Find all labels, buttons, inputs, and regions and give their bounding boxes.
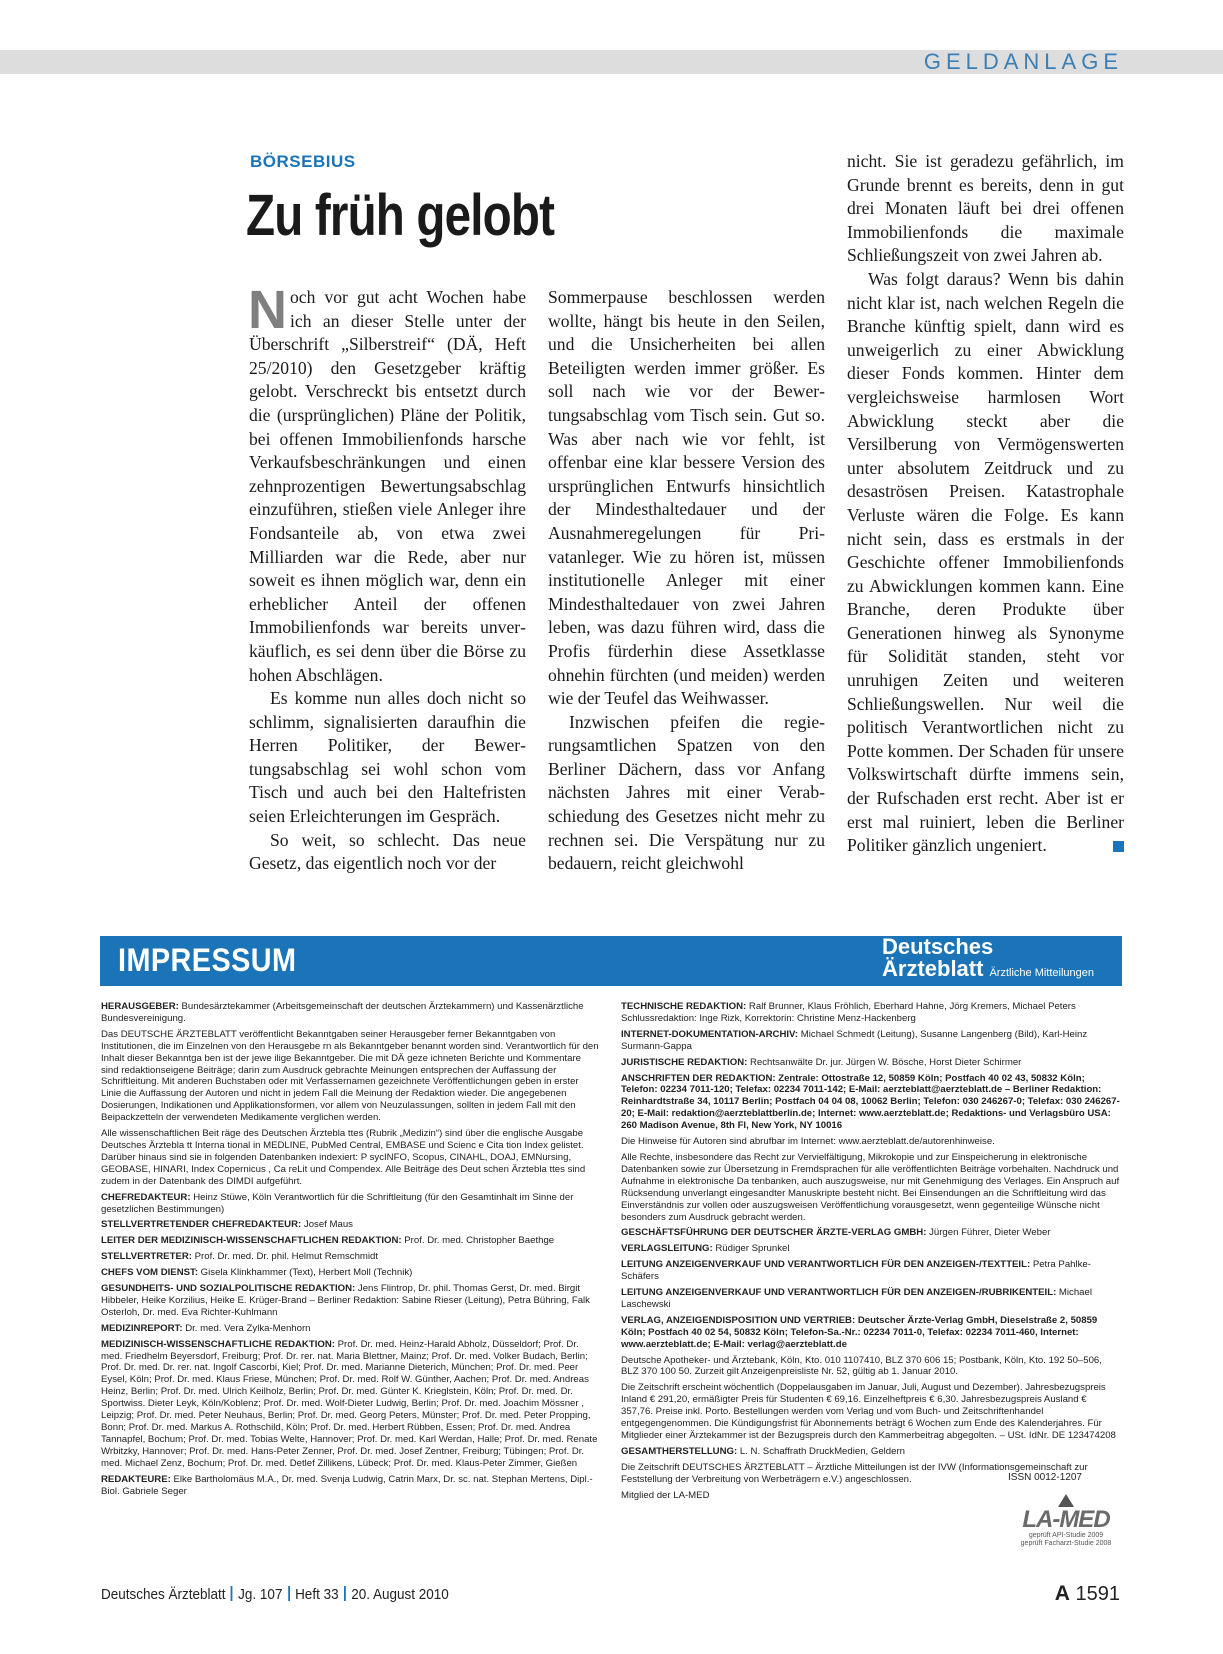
impressum-heading: REDAKTEURE: — [101, 1473, 171, 1485]
footer-divider — [231, 1586, 233, 1601]
impressum-heading: VERLAG, ANZEIGENDISPOSITION UND VERTRIEB: Deutscher Ärzte-Verlag GmbH, Dieselstraße 2, 50859 Köln; Postfach 40 02 54, 50832 Köln; Telefon-Sa.-Nr.: 02234 7011-0, Telefax: 02234 7011-460, Internet: www.aerzteblatt.de; E-Mail: verlag@aerzteblatt.de — [621, 1314, 1098, 1350]
article-column-3 — [847, 150, 1124, 858]
impressum-heading: LEITER DER MEDIZINISCH-WISSENSCHAFTLICHEN REDAKTION: — [101, 1235, 402, 1247]
paragraph: So weit, so schlecht. Das neue Gesetz, das eigentlich noch vor der — [249, 829, 526, 874]
impressum-text: Elke Bartholomäus M.A., Dr. med. Svenja Ludwig, Catrin Marx, Dr. sc. nat. Stephan Mertens, Dipl.-Biol. Gabriele Seger — [101, 1473, 593, 1497]
impressum-text: Rüdiger Sprunkel — [712, 1243, 790, 1255]
impressum-block — [621, 1243, 1121, 1255]
impressum-text: Das DEUTSCHE ÄRZTEBLATT veröffentlicht Bekanntgaben seiner Herausgeber ferner Bekanntgaben von Institutionen, die im Einzelnen von den Herausgebe rn als Bekanntgeber benannt worden sind. Verantwortlich für den Inhalt dieser Bekanntga ben ist der jewe ilige Bekanntgeber. Die mit DÄ geze ichneten Berichte und Kommentare sind redaktionseigene Beiträge; darin zum Ausdruck gebrachte Meinungen entsprechen der Auffassung der Schriftleitung. Mit anderen Buchstaben oder mit Verfassernamen gezeichnete Veröffentlichungen geben in erster Linie die Auffassung der Autoren und nicht in jedem Fall die Meinung der Redaktion wieder. Die angegebenen Dosierungen, Indikationen und Applikationsformen, vor allem von Neuzulassungen, sollten in jedem Fall mit den Beipackzetteln der verwendeten Medikamente verglichen werden. — [101, 1028, 599, 1124]
impressum-heading: GESAMTHERSTELLUNG: — [621, 1445, 738, 1457]
impressum-heading: VERLAGSLEITUNG: — [621, 1243, 713, 1255]
paragraph — [248, 280, 526, 687]
impressum-block — [101, 1267, 601, 1279]
impressum-heading: CHEFS VOM DIENST: — [101, 1267, 199, 1279]
impressum-heading: JURISTISCHE REDAKTION: — [621, 1056, 748, 1068]
impressum-block — [621, 1029, 1121, 1053]
impressum-text: Prof. Dr. med. Christopher Baethge — [401, 1235, 555, 1247]
paragraph: Es komme nun alles doch nicht so schlimm, signalisierten daraufhin die Herren Politiker, der Bewertungsabschlag sei wohl schon vom Tisch und auch bei den Haltefristen seien Erleichterungen im Gespräch. — [249, 688, 526, 827]
page-footer — [101, 1586, 449, 1603]
article-column-2 — [548, 286, 825, 876]
la-med-line-2: geprüft Facharzt-Studie 2008 — [1020, 1540, 1112, 1547]
footer-volume: Jg. 107 — [238, 1586, 283, 1603]
impressum-block — [101, 1283, 601, 1319]
impressum-text: Rechtsanwälte Dr. jur. Jürgen W. Bösche, Horst Dieter Schirmer — [747, 1056, 1022, 1068]
impressum-block — [101, 1029, 601, 1124]
footer-divider — [344, 1586, 346, 1601]
la-med-logo — [1010, 1494, 1122, 1548]
paragraph-text: Was folgt daraus? Wenn bis dahin nicht klar ist, nach welchen Regeln die Branche künftig spielt, dann wird es unweigerlich zu einer Abwicklung dieser Fonds kommen. Hinter dem vergleichsweise harmlosen Wort Abwicklung steckt aber die Versilberung von Vermögenswerten unter absolutem Zeitdruck und zu desaströsen Preisen. Katastrophale Verluste wären die Folge. Es kann nicht sein, dass es erstmals in der Geschichte offener Immobilienfonds zu Abwicklungen kommen kann. Eine Branche, deren Produkte über Generationen hinweg als Synonyme für Solidität standen, steht vor unruhigen Zeiten und weiteren Schließungswellen. Nur weil die politisch Verantwortlichen nicht zu Potte kommen. Der Schaden für unsere Volkswirtschaft dürfte immens sein, der Rufschaden erst recht. Aber ist er erst mal ruiniert, leben die Berliner Politiker gänzlich ungeniert. — [847, 268, 1124, 856]
impressum-text: Gisela Klinkhammer (Text), Herbert Moll (Technik) — [198, 1267, 413, 1279]
impressum-heading: LEITUNG ANZEIGENVERKAUF UND VERANTWORTLICH FÜR DEN ANZEIGEN-/RUBRIKENTEIL: — [621, 1287, 1057, 1299]
paragraph: nicht. Sie ist geradezu gefährlich, im Grunde brennt es bereits, denn in gut drei Monaten läuft bei drei offenen Immobilienfonds die maximale Schließungszeit von zwei Jahren ab. — [847, 151, 1124, 266]
impressum-text: Petra Pahlke-Schäfers — [621, 1259, 1091, 1283]
footer-date: 20. August 2010 — [351, 1586, 449, 1603]
dropcap: N — [248, 280, 287, 340]
impressum-block — [621, 1259, 1121, 1283]
impressum-block — [621, 1073, 1121, 1133]
impressum-text: Die Zeitschrift erscheint wöchentlich (Doppelausgaben im Januar, Juli, August und Dezember). Jahresbezugspreis Inland € 291,20, ermäßigter Preis für Studenten € 69,16. Einzelheftpreis € 6,30. Jahresbezugspreis Ausland € 357,76. Preise inkl. Porto. Bestellungen werden vom Verlag und vom Buch- und Zeitschriftenhandel entgegengenommen. Die Kündigungsfrist für Abonnements beträgt 6 Wochen zum Ende des Kalenderjahres. Für Mitglieder einer Ärztekammer ist der Bezugspreis durch den Kammerbeitrag abgegolten. – USt. IdNr. DE 123474208 — [621, 1382, 1116, 1441]
article-column-1 — [248, 280, 526, 876]
impressum-block — [621, 1057, 1121, 1069]
footer-divider — [288, 1586, 290, 1601]
logo-line-1: Deutsches — [882, 934, 994, 959]
section-label: GELDANLAGE — [923, 49, 1123, 74]
paragraph: Sommerpause beschlossen werden wollte, hängt bis heute in den Seilen, und die Unsicherheiten bei allen Beteiligten werden immer größer. Es soll nach wie vor der Bewertungsabschlag vom Tisch sein. Gut so. Was aber nach wie vor fehlt, ist offenbar eine klar bessere Version des ursprünglichen Entwurfs hinsichtlich der Mindesthaltedauer und der Ausnahmeregelungen für Privatanleger. Wie zu hören ist, müssen institutionelle Anleger mit einer Mindesthaltedauer von zwei Jahren leben, was dazu führen wird, dass die Profis fürderhin diese Assetklasse ohnehin fürchten (und meiden) werden wie der Teufel das Weihwasser. — [548, 287, 825, 709]
impressum-heading: CHEFREDAKTEUR: — [101, 1191, 191, 1203]
footer-journal: Deutsches Ärzteblatt — [101, 1586, 226, 1603]
impressum-block — [101, 1339, 601, 1470]
impressum-block — [621, 1227, 1121, 1239]
impressum-heading: GESUNDHEITS- UND SOZIALPOLITISCHE REDAKTION: — [101, 1283, 356, 1295]
impressum-block — [101, 1001, 601, 1025]
impressum-block — [621, 1136, 1121, 1148]
impressum-text: Jens Flintrop, Dr. phil. Thomas Gerst, Dr. med. Birgit Hibbeler, Heike Korzilius, Heike E. Krüger-Brand – Berliner Redaktion: Sabine Rieser (Leitung), Petra Bühring, Falk Osterloh, Dr. med. Eva Richter-Kuhlmann — [101, 1283, 590, 1318]
logo-line-3: Ärztliche Mitteilungen — [989, 967, 1095, 979]
impressum-heading: ANSCHRIFTEN DER REDAKTION: Zentrale: Ottostraße 12, 50859 Köln; Postfach 40 02 43, 50832 Köln; Telefon: 02234 7011-120; Telefax: 02234 7011-142; E-Mail: aerzteblatt@aerzteblatt.de – Berliner Redaktion: Reinhardtstraße 34, 10117 Berlin; Postfach 04 04 08, 10062 Berlin; Telefon: 030 246267-0; Telefax: 030 246267-20; E-Mail: redaktion@aerzteblattberlin.de; Internet: www.aerzteblatt.de; Redaktions- und Verlagsbüro USA: 260 Madison Avenue, 8th Fl, New York, NY 10016 — [621, 1072, 1120, 1132]
impressum-text: Alle wissenschaftlichen Beit räge des Deutschen Ärztebla ttes (Rubrik „Medizin“) sind über die englische Ausgabe Deutsches Ärztebla tt Interna tional in MEDLINE, PubMed Central, EMBASE und Scienc e Cita tion Index gelistet. Darüber hinaus sind sie in folgenden Datenbanken indexiert: P sycINFO, Scopus, CINAHL, DOAJ, EMNursing, GEOBASE, HINARI, Index Copernicus , Ca reLit und Compendex. Alle Beiträge des Deut schen Ärztebla ttes sind zudem in der Datenbank des DIMDI aufgeführt. — [101, 1128, 586, 1187]
impressum-block — [101, 1251, 601, 1263]
impressum-heading: MEDIZINISCH-WISSENSCHAFTLICHE REDAKTION: — [101, 1338, 335, 1350]
impressum-block — [101, 1323, 601, 1335]
impressum-text: Deutsche Apotheker- und Ärztebank, Köln, Kto. 010 1107410, BLZ 370 606 15; Postbank, Köln, Kto. 192 50–506, BLZ 370 100 50. Zurzeit gilt Anzeigenpreisliste Nr. 52, gültig ab 1. Januar 2010. — [621, 1354, 1102, 1378]
impressum-text: L. N. Schaffrath DruckMedien, Geldern — [737, 1445, 905, 1457]
impressum-text: Dr. med. Vera Zylka-Menhorn — [182, 1322, 311, 1334]
impressum-block — [621, 1287, 1121, 1311]
impressum-block — [621, 1446, 1121, 1458]
impressum-heading: MEDIZINREPORT: — [101, 1322, 183, 1334]
impressum-left-column — [101, 1001, 601, 1501]
impressum-heading: GESCHÄFTSFÜHRUNG DER DEUTSCHER ÄRZTE-VERLAG GMBH: — [621, 1227, 927, 1239]
page-prefix: A — [1054, 1582, 1070, 1605]
impressum-text: Ralf Brunner, Klaus Fröhlich, Eberhard Hahne, Jörg Kremers, Michael Peters Schlussredaktion: Inge Rizk, Korrektorin: Christine Menz-Hackenberg — [621, 1001, 1076, 1024]
impressum-heading: TECHNISCHE REDAKTION: — [621, 1001, 747, 1012]
impressum-text: Mitglied der LA-MED — [621, 1489, 710, 1501]
la-med-wordmark: LA-MED — [1022, 1506, 1110, 1533]
impressum-block — [101, 1219, 601, 1231]
impressum-heading: INTERNET-DOKUMENTATION-ARCHIV: — [621, 1028, 799, 1040]
impressum-text: Die Hinweise für Autoren sind abrufbar im Internet: www.aerzteblatt.de/autorenhinweise. — [621, 1136, 995, 1148]
impressum-text: Alle Rechte, insbesondere das Recht zur Vervielfältigung, Mikrokopie und zur Einspeicherung in elektronische Datenbanken sowie zur Übersetzung in Fremdsprachen für alle veröffentlichten Beiträge vorbehalten. Nachdruck und Aufnahme in elektronische Da tenbanken, auch auszugsweise, nur mit Genehmigung des Verlages. Ein Anspruch auf Rücksendung unverlangt eingesandter Manuskripte besteht nicht. Bei Einsendungen an die Schriftleitung wird das Einverständnis zur vollen oder auszugsweisen Veröffentlichung vorausgesetzt, wenn gegenteilige Wünsche nicht besonders zum Ausdruck gebracht werden. — [621, 1151, 1120, 1223]
impressum-text: Jürgen Führer, Dieter Weber — [926, 1227, 1051, 1239]
logo-line-2 — [882, 958, 1094, 984]
impressum-text: Michael Laschewski — [621, 1287, 1092, 1310]
logo-line-2-text: Ärzteblatt — [882, 956, 984, 981]
article-headline: Zu früh gelobt — [246, 183, 555, 248]
impressum-text: Heinz Stüwe, Köln Verantwortlich für die Schriftleitung (für den Gesamtinhalt im Sinne der gesetzlichen Bestimmungen) — [101, 1191, 574, 1215]
article-kicker: BÖRSEBIUS — [250, 152, 356, 171]
page-number — [1055, 1582, 1120, 1606]
footer-issue: Heft 33 — [295, 1586, 339, 1603]
impressum-heading: STELLVERTRETER: — [101, 1251, 192, 1263]
impressum-text: Josef Maus — [301, 1219, 353, 1231]
end-mark-icon — [1113, 841, 1124, 852]
impressum-text: Michael Schmedt (Leitung), Susanne Langenberg (Bild), Karl-Heinz Surmann-Gappa — [621, 1028, 1088, 1052]
impressum-block — [621, 1315, 1121, 1351]
page-number-value: 1591 — [1075, 1583, 1120, 1605]
impressum-block — [101, 1128, 601, 1188]
impressum-text: Bundesärztekammer (Arbeitsgemeinschaft der deutschen Ärztekammern) und Kassenärztliche Bundesvereinigung. — [101, 1001, 584, 1024]
impressum-block — [101, 1235, 601, 1247]
impressum-text: Die Zeitschrift DEUTSCHES ÄRZTEBLATT – Ärztliche Mitteilungen ist der IVW (Informationsgemeinschaft zur Feststellung der Verbreitung von Werbeträgern e.V.) angeschlossen. — [621, 1461, 1088, 1485]
impressum-text: Prof. Dr. med. Heinz-Harald Abholz, Düsseldorf; Prof. Dr. med. Friedhelm Beyersdorf, Freiburg; Prof. Dr. rer. nat. Maria Blettner, Mainz; Prof. Dr. med. Volker Budach, Berlin; Prof. Dr. med. Dr. rer. nat. Ingolf Cascorbi, Kiel; Prof. Dr. med. Marianne Dieterich, München; Prof. Dr. med. Peer Eysel, Köln; Prof. Dr. med. Klaus Friese, München; Prof. Dr. med. Rolf W. Günther, Aachen; Prof. Dr. med. Andreas Heinz, Berlin; Prof. Dr. med. Ulrich Keilholz, Berlin; Prof. Dr. med. Günter K. Krieglstein, Köln; Prof. Dr. med. Dr. Sportwiss. Dieter Leyk, Köln/Koblenz; Prof. Dr. med. Wolf-Dieter Ludwig, Berlin; Prof. Dr. med. Joachim Mössner , Leipzig; Prof. Dr. med. Peter Neuhaus, Berlin; Prof. Dr. med. Georg Peters, Münster; Prof. Dr. med. Peter Propping, Bonn; Prof. Dr. med. Markus A. Rothschild, Köln; Prof. Dr. med. Herbert Rübben, Essen; Prof. Dr. med. Andrea Tannapfel, Bochum; Prof. Dr. med. Tobias Welte, Hannover; Prof. Dr. med. Karl Werdan, Halle; Prof. Dr. med. Renate Wrbitzky, Hannover; Prof. Dr. med. Hans-Peter Zenner, Prof. Dr. med. Josef Zentner, Freiburg; Tübingen; Prof. Dr. med. Michael Zenz, Bochum; Prof. Dr. med. Detlef Zillikens, Lübeck; Prof. Dr. med. Klaus-Peter Zimmer, Gießen — [101, 1338, 598, 1469]
paragraph — [847, 268, 1124, 858]
impressum-title: IMPRESSUM — [118, 942, 297, 978]
impressum-block — [621, 1355, 1121, 1379]
impressum-block — [101, 1192, 601, 1216]
la-med-line-1: geprüft API-Studie 2009 — [1028, 1532, 1104, 1539]
journal-logo — [882, 936, 1094, 984]
impressum-block — [621, 1382, 1121, 1442]
impressum-block — [101, 1474, 601, 1498]
paragraph-text: och vor gut acht Wochen habe ich an dieser Stelle unter der Überschrift „Silberstreif“ (DÄ, Heft 25/2010) den Gesetzgeber kräftig gelobt. Verschreckt bis entsetzt durch die (ursprünglichen) Pläne der Politik, bei offenen Immobilienfonds harsche Verkaufsbeschränkungen und einen zehnprozentigen Bewertungsabschlag einzuführen, stießen viele Anleger ihre Fondsanteile ab, von etwa zwei Milliarden war die Rede, aber nur soweit es ihnen möglich war, denn ein erheblicher Anteil der offenen Immobilienfonds war bereits unverkäuflich, es sei denn über die Börse zu hohen Abschlägen. — [249, 287, 526, 685]
issn: ISSN 0012-1207 — [1008, 1472, 1082, 1483]
impressum-heading: HERAUSGEBER: — [101, 1001, 179, 1012]
impressum-right-column — [621, 1001, 1121, 1506]
impressum-text: Prof. Dr. med. Dr. phil. Helmut Remschmidt — [191, 1251, 379, 1263]
impressum-block — [621, 1152, 1121, 1223]
paragraph: Inzwischen pfeifen die regierungsamtlichen Spatzen von den Berliner Dächern, dass vor Anfang nächsten Jahres mit einer Verabschiedung des Gesetzes nicht mehr zu rechnen sei. Die Verspätung nur zu bedauern, reicht gleichwohl — [548, 711, 825, 874]
impressum-block — [621, 1001, 1121, 1025]
impressum-heading: LEITUNG ANZEIGENVERKAUF UND VERANTWORTLICH FÜR DEN ANZEIGEN-/TEXTTEIL: — [621, 1259, 1031, 1271]
impressum-heading: STELLVERTRETENDER CHEFREDAKTEUR: — [101, 1219, 302, 1231]
